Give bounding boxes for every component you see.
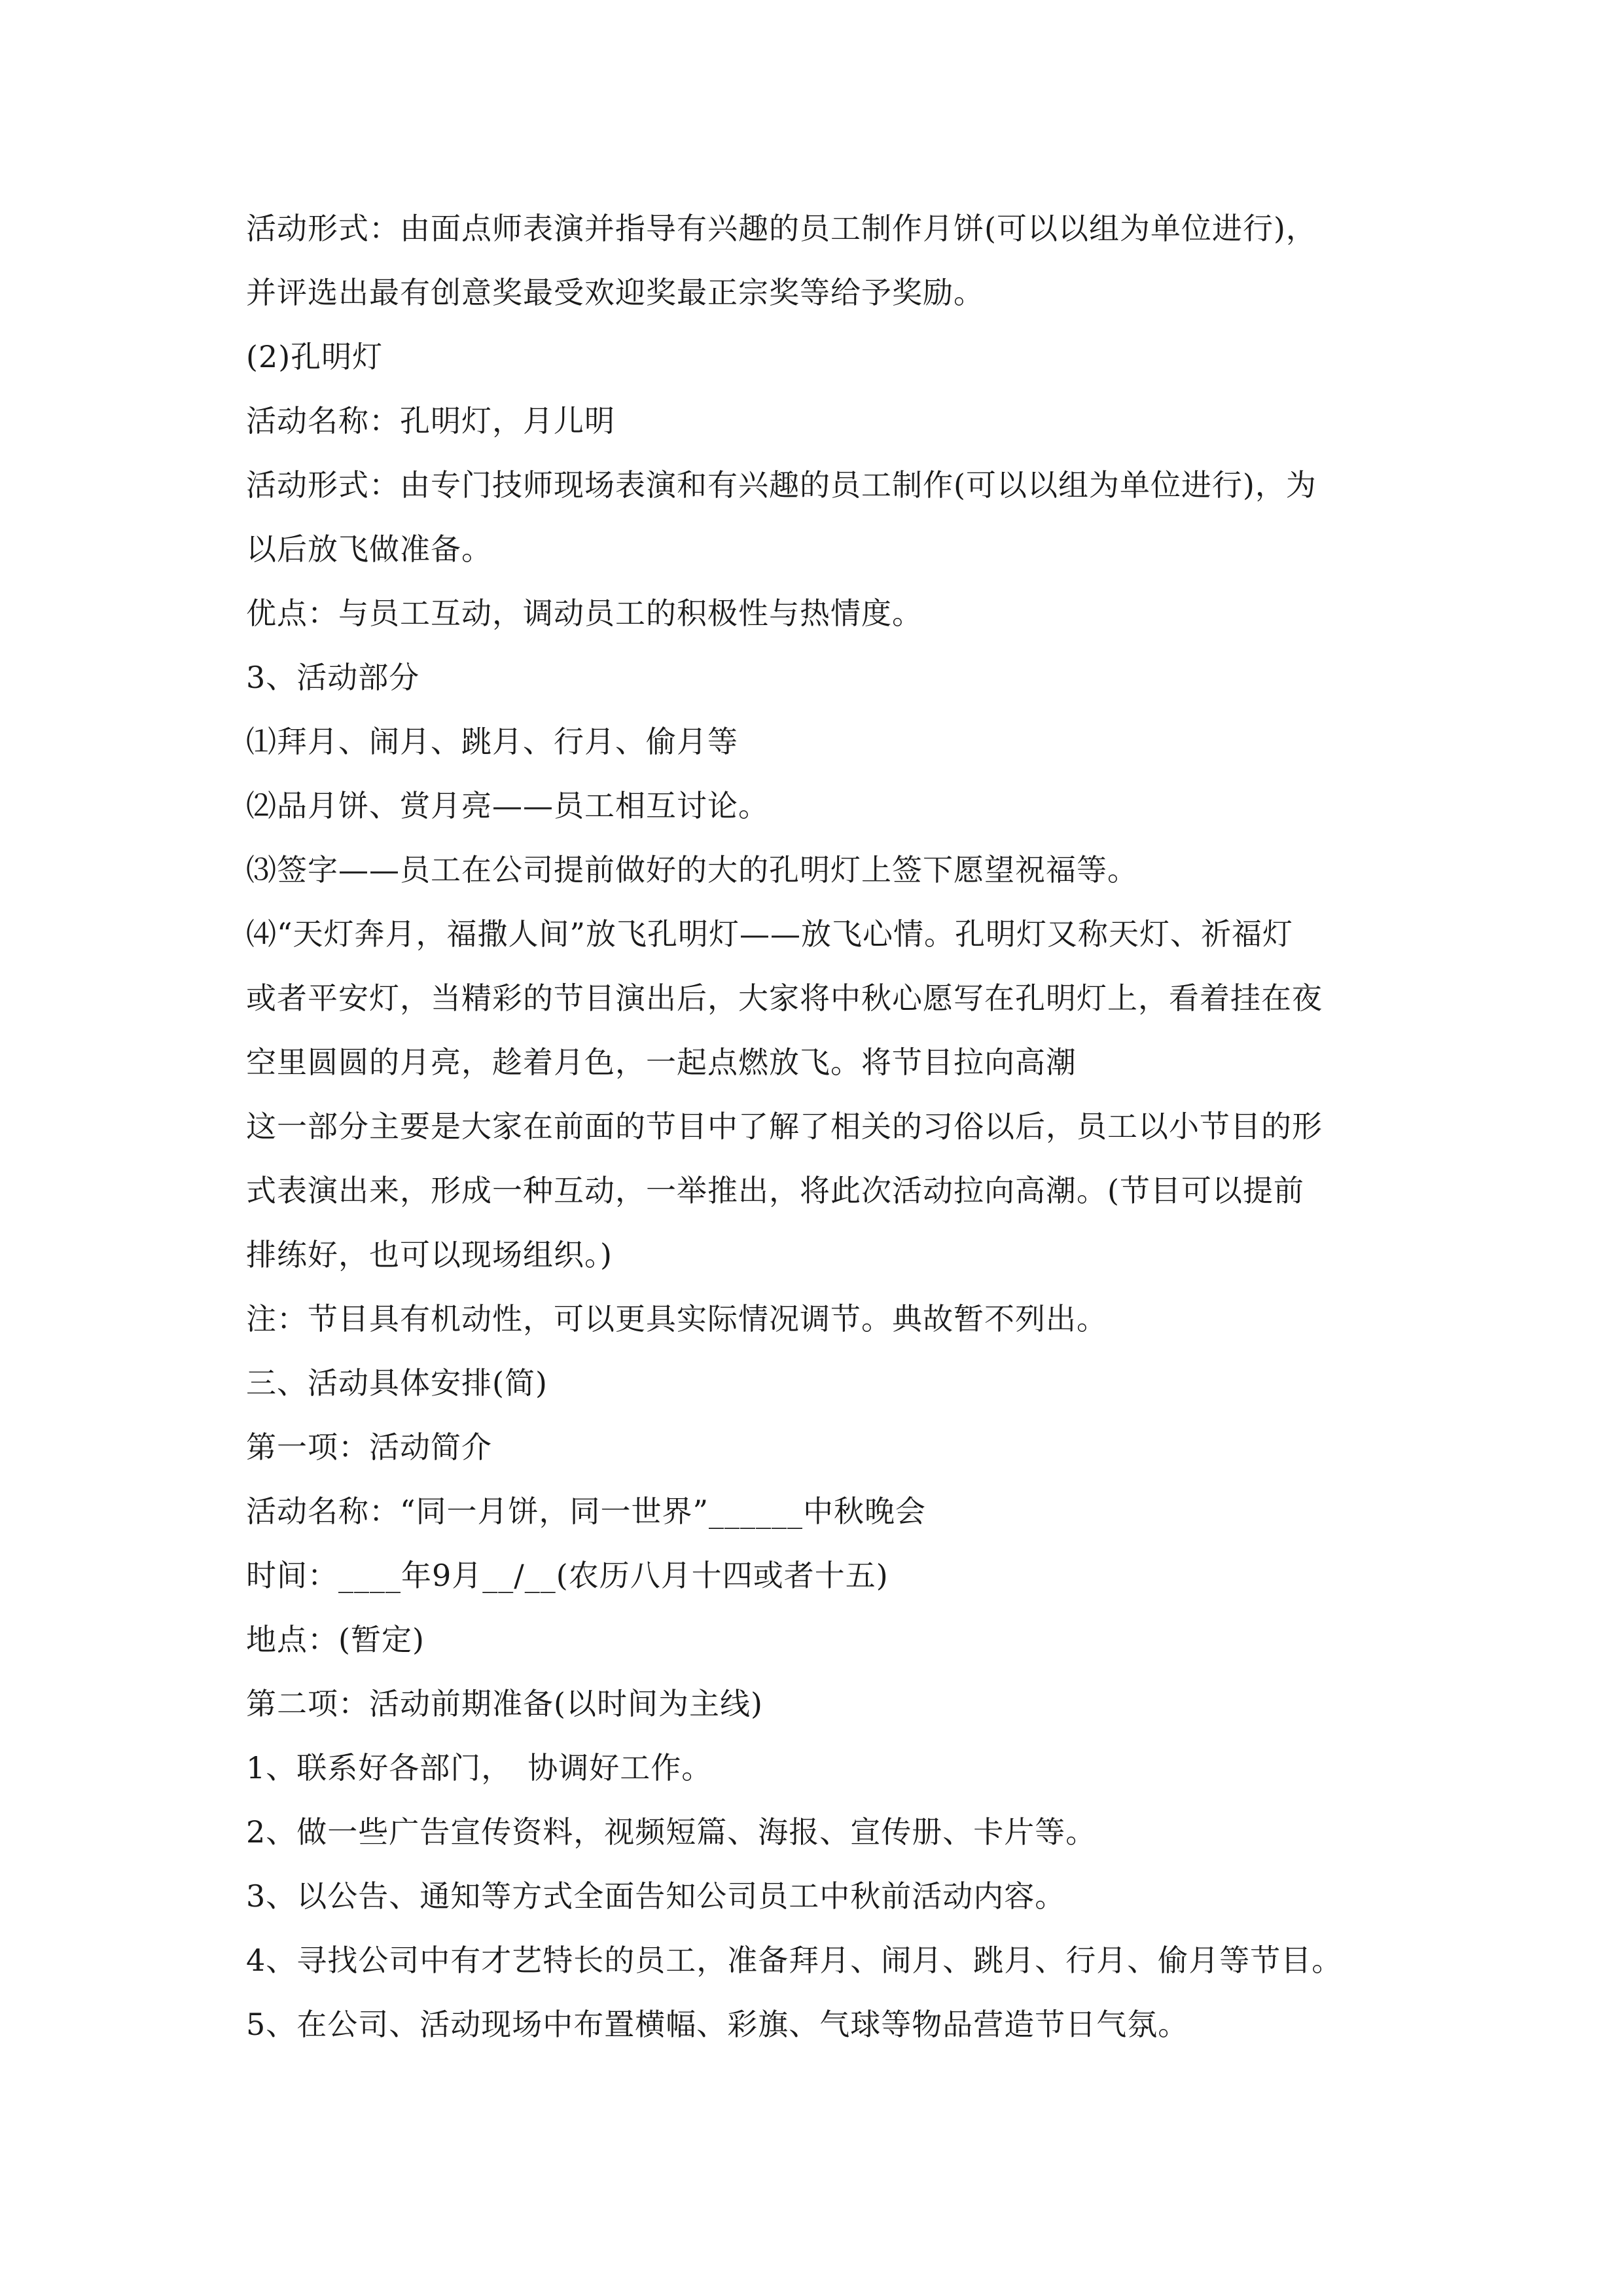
text-line: 活动形式：由专门技师现场表演和有兴趣的员工制作(可以以组为单位进行)，为: [246, 467, 1317, 503]
text-line: 4、寻找公司中有才艺特长的员工，准备拜月、闹月、跳月、行月、偷月等节目。: [246, 1943, 1343, 1978]
text-line: 排练好，也可以现场组织。): [246, 1237, 613, 1272]
text-line: 这一部分主要是大家在前面的节目中了解了相关的习俗以后，员工以小节目的形: [246, 1109, 1323, 1144]
text-line: 1、联系好各部门， 协调好工作。: [246, 1750, 713, 1785]
text-line: 空里圆圆的月亮，趁着月色，一起点燃放飞。将节目拉向高潮: [246, 1045, 1077, 1080]
text-line: 优点：与员工互动，调动员工的积极性与热情度。: [246, 596, 923, 631]
section-heading: 三、活动具体安排(简): [246, 1365, 548, 1401]
text-line: 活动名称：“同一月饼，同一世界”______中秋晚会: [246, 1494, 927, 1529]
text-line: 并评选出最有创意奖最受欢迎奖最正宗奖等给予奖励。: [246, 275, 984, 310]
text-line: 以后放飞做准备。: [246, 531, 492, 567]
text-line: ⑶签字——员工在公司提前做好的大的孔明灯上签下愿望祝福等。: [246, 852, 1138, 888]
text-line: 时间：____年9月__/__(农历八月十四或者十五): [246, 1558, 889, 1593]
text-line: 5、在公司、活动现场中布置横幅、彩旗、气球等物品营造节日气氛。: [246, 2007, 1189, 2042]
text-line: 地点：(暂定): [246, 1622, 425, 1657]
text-line: 活动名称：孔明灯，月儿明: [246, 403, 615, 439]
text-line: 第一项：活动简介: [246, 1429, 492, 1465]
text-line: 式表演出来，形成一种互动，一举推出，将此次活动拉向高潮。(节目可以提前: [246, 1173, 1304, 1208]
text-line: 第二项：活动前期准备(以时间为主线): [246, 1686, 763, 1721]
text-line: ⑴拜月、闹月、跳月、行月、偷月等: [246, 724, 738, 759]
text-line: 2、做一些广告宣传资料，视频短篇、海报、宣传册、卡片等。: [246, 1814, 1097, 1850]
text-line: 活动形式：由面点师表演并指导有兴趣的员工制作月饼(可以以组为单位进行)，: [246, 211, 1317, 246]
section-heading: 3、活动部分: [246, 660, 420, 695]
text-line: (2)孔明灯: [246, 339, 383, 374]
text-line: ⑵品月饼、赏月亮——员工相互讨论。: [246, 788, 769, 823]
text-line: 3、以公告、通知等方式全面告知公司员工中秋前活动内容。: [246, 1878, 1066, 1914]
text-line: 注：节目具有机动性，可以更具实际情况调节。典故暂不列出。: [246, 1301, 1107, 1336]
document-body: [246, 196, 1398, 2056]
text-line: 或者平安灯，当精彩的节目演出后，大家将中秋心愿写在孔明灯上，看着挂在夜: [246, 980, 1323, 1016]
text-line: ⑷“天灯奔月，福撒人间”放飞孔明灯——放飞心情。孔明灯又称天灯、祈福灯: [246, 916, 1294, 952]
